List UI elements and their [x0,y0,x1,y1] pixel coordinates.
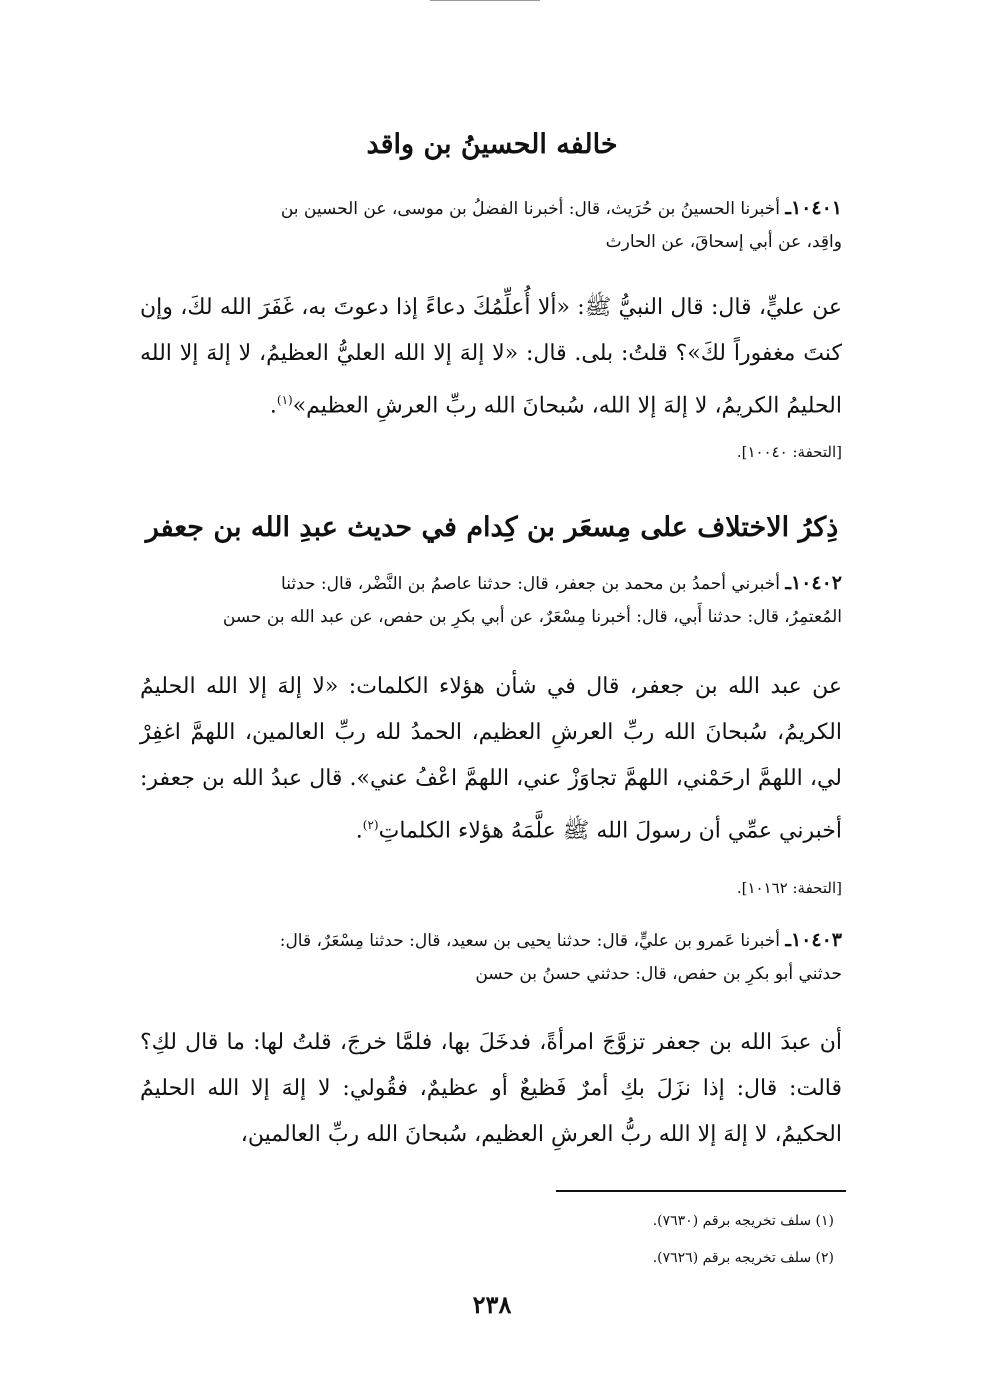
tuhfa-reference: [التحفة: ١٠١٦٢]. [736,879,842,897]
hadith-10402-matn: عن عبد الله بن جعفر، قال في شأن هؤلاء الكلمات: «لا إلهَ إلا الله الحليمُ الكريمُ، سُبحانَ الله ربِّ العرشِ العظيم، الحمدُ لله ربِّ العالمين، اللهمَّ اغفِرْ لي، اللهمَّ ارحَمْني، اللهمَّ تجاوَزْ عني، اللهمَّ اعْفُ عني». قال عبدُ الله بن جعفر: أخبرني عمِّي أن رسولَ الله ﷺ علَّمَهُ هؤلاء الكلماتِ$^{(٢)}$. [140,674,842,844]
top-scan-mark [430,0,540,11]
matn-text: عن عليٍّ، قال: قال النبيُّ ﷺ: «ألا أُعلِّمُكَ دعاءً إذا دعوتَ به، غَفَرَ الله لكَ، وإن كنتَ مغفوراً لكَ»؟ قلتُ: بلى. قال: «لا إلهَ إلا الله العليُّ العظيمُ، لا إلهَ إلا الله الحليمُ الكريمُ، لا إلهَ إلا الله، سُبحانَ الله ربِّ العرشِ العظيم» [140,295,842,419]
hadith-10403-isnad [140,924,842,991]
footnote-marker: (١) [276,393,293,407]
hadith-10401-isnad [140,192,842,259]
section-heading-1: خالفه الحسينُ بن واقد [366,129,618,160]
page-number: ٢٣٨ [472,1290,512,1319]
isnad-text: أخبرني أحمدُ بن محمد بن جعفر، قال: حدثنا عاصمُ بن النَّضْر، قال: حدثنا [281,574,780,594]
matn-text: عن عبد الله بن جعفر، قال في شأن هؤلاء الكلمات: «لا إلهَ إلا الله الحليمُ الكريمُ، سُبحانَ الله ربِّ العرشِ العظيم، الحمدُ لله ربِّ العالمين، اللهمَّ اغفِرْ لي، اللهمَّ ارحَمْني، اللهمَّ تجاوَزْ عني، اللهمَّ اعْفُ عني». قال عبدُ الله بن جعفر: أخبرني عمِّي أن رسولَ الله ﷺ علَّمَهُ هؤلاء الكلماتِ [140,674,842,844]
footnote-2: (٢) سلف تخريجه برقم (٧٦٢٦). [652,1250,834,1266]
isnad-text: أخبرنا الحسينُ بن حُرَيث، قال: أخبرنا الفضلُ بن موسى، عن الحسين بن [280,199,780,219]
footnote-separator [556,1190,846,1192]
hadith-10402-isnad [140,567,842,634]
hadith-number: ١٠٤٠٣ـ [785,929,842,951]
tuhfa-reference: [التحفة: ١٠٠٤٠]. [736,443,842,461]
isnad-text: المُعتمِرُ، قال: حدثنا أَبي، قال: أخبرنا مِسْعَرٌ، عن أبي بكرِ بن حفص، عن عبد الله بن حسن [222,607,842,627]
isnad-text: واقِد، عن أبي إسحاقَ، عن الحارث [605,232,842,252]
hadith-number: ١٠٤٠١ـ [785,197,842,219]
isnad-text: أخبرنا عَمرو بن عليٍّ، قال: حدثنا يحيى بن سعيد، قال: حدثنا مِسْعَرٌ، قال: [279,931,780,951]
footnote-marker: (٢) [362,818,379,832]
hadith-number: ١٠٤٠٢ـ [785,572,842,594]
hadith-10403-matn: أن عبدَ الله بن جعفر تزوَّجَ امرأةً، فدخَلَ بها، فلمَّا خرجَ، قلتُ لها: ما قال لكِ؟ قالت: قال: إذا نزَلَ بكِ أمرٌ فَظيعٌ أو عظيمٌ، فقُولي: لا إلهَ إلا الله الحليمُ الحكيمُ، لا إلهَ إلا الله ربُّ العرشِ العظيم، سُبحانَ الله ربِّ العالمين، [140,1030,842,1147]
footnote-1: (١) سلف تخريجه برقم (٧٦٣٠). [652,1213,834,1229]
section-heading-2: ذِكرُ الاختلاف على مِسعَر بن كِدام في حديث عبدِ الله بن جعفر [145,512,839,543]
isnad-text: حدثني أبو بكرِ بن حفص، قال: حدثني حسنُ بن حسن [475,964,842,984]
hadith-10401-matn: عن عليٍّ، قال: قال النبيُّ ﷺ: «ألا أُعلِّمُكَ دعاءً إذا دعوتَ به، غَفَرَ الله لكَ، وإن كنتَ مغفوراً لكَ»؟ قلتُ: بلى. قال: «لا إلهَ إلا الله العليُّ العظيمُ، لا إلهَ إلا الله الحليمُ الكريمُ، لا إلهَ إلا الله، سُبحانَ الله ربِّ العرشِ العظيم»$^{(١)}$. [140,295,842,419]
